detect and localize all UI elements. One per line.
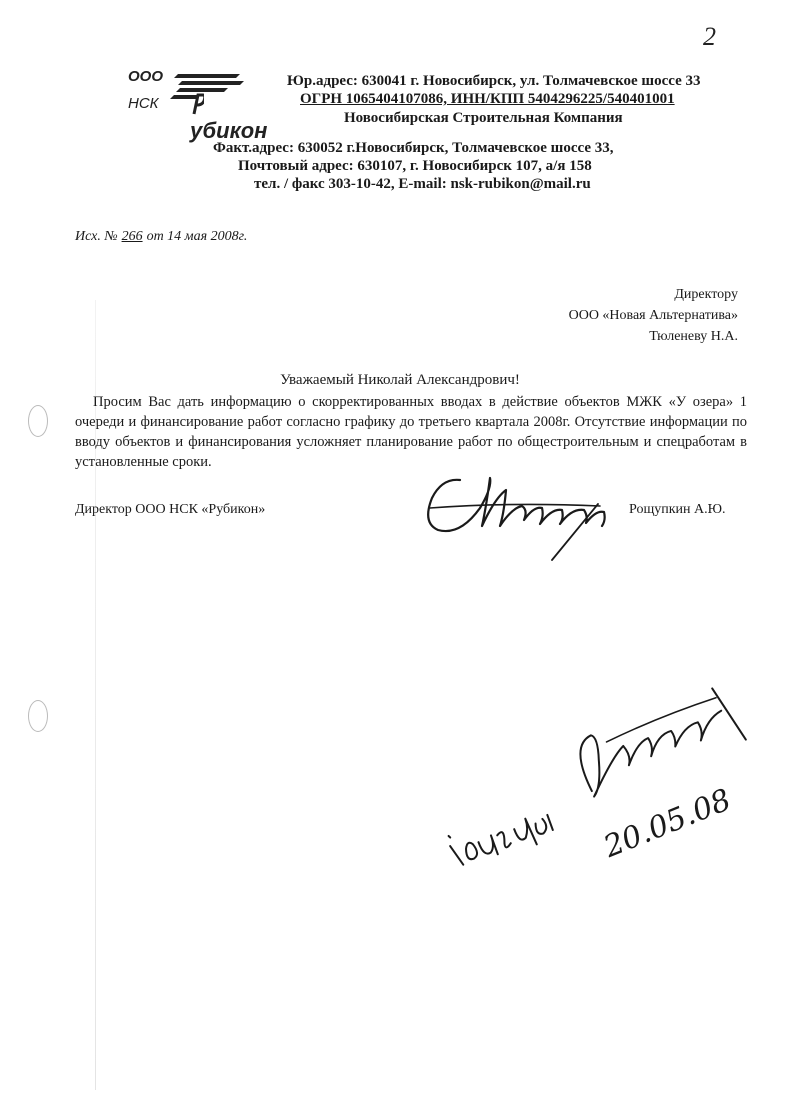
director-signature-icon <box>420 468 620 568</box>
page-number: 2 <box>703 22 716 51</box>
outgoing-reference <box>75 229 247 245</box>
resolution-date: 20.05.08 <box>598 782 736 865</box>
letter-body: Просим Вас дать информацию о скорректированных вводах в действие объектов МЖК «У озера» 1 очереди и финансирование работ согласно графику до третьего квартала 2008г. Отсутствие информации по вводу объектов и финансирования усложняет планирование работ по общестроительным и спецработам в установленные сроки. <box>75 394 747 470</box>
recipient-title: Директору <box>674 287 738 302</box>
actual-address: Факт.адрес: 630052 г.Новосибирск, Толмачевское шоссе 33, <box>213 140 614 156</box>
reference-prefix: Исх. № <box>75 229 118 244</box>
contacts: тел. / факс 303-10-42, E-mail: nsk-rubikon@mail.ru <box>254 176 591 192</box>
binding-hole-mark <box>28 405 48 437</box>
salutation: Уважаемый Николай Александрович! <box>280 372 520 388</box>
reference-number: 266 <box>121 229 143 244</box>
company-logo <box>128 68 278 143</box>
signatory-position: Директор ООО НСК «Рубикон» <box>75 502 266 517</box>
logo-r-glyph-icon <box>190 93 204 115</box>
binding-hole-mark <box>28 700 48 732</box>
logo-nsk-text: НСК <box>128 95 159 112</box>
company-full-name: Новосибирская Строительная Компания <box>344 110 623 126</box>
logo-ooo-text: ООО <box>128 68 164 85</box>
postal-address: Почтовый адрес: 630107, г. Новосибирск 107, а/я 158 <box>238 158 592 174</box>
logo-rubikon-text: убикон <box>190 92 278 144</box>
recipient-name: Тюленеву Н.А. <box>649 329 738 344</box>
handwritten-resolution-icon <box>430 660 780 870</box>
legal-address: Юр.адрес: 630041 г. Новосибирск, ул. Толмачевское шоссе 33 <box>287 73 701 89</box>
reference-date: от 14 мая 2008г. <box>146 229 248 244</box>
recipient-organization: ООО «Новая Альтернатива» <box>568 308 738 323</box>
ogrn-inn: ОГРН 1065404107086, ИНН/КПП 5404296225/540401001 <box>300 91 675 107</box>
signatory-name: Рощупкин А.Ю. <box>629 502 726 517</box>
